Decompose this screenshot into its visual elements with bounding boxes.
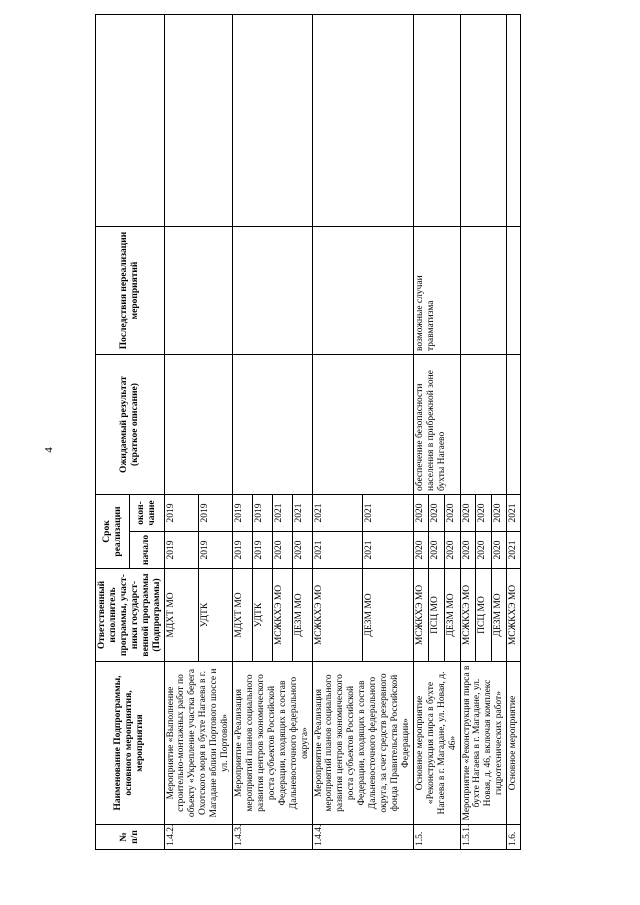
row-executor: ДЕЗМ МО [292,569,312,662]
row-empty [460,15,507,227]
row-start: 2019 [164,532,198,569]
row-end: 2019 [198,495,232,532]
row-end: 2019 [164,495,198,532]
row-end: 2020 [429,495,445,532]
row-empty [507,15,521,227]
row-start: 2019 [198,532,232,569]
row-end: 2019 [252,495,272,532]
row-name: Мероприятие «Реализация мероприятий планов социального развития центров экономического роста субъектов Российской Федерации, входящих в состав Дальневосточного федерального округа, за счет средств резервного фонда Правительства Российской Федерации» [312,662,413,825]
row-end: 2020 [413,495,429,532]
table-row [164,15,198,850]
row-executor: МСЖКХЭ МО [272,569,292,662]
row-start: 2021 [312,532,363,569]
row-number: 1.5.1. [460,825,507,850]
row-name: Мероприятие «Реализация мероприятий планов социального развития центров экономического роста субъектов Российской Федерации, входящих в состав Дальневосточного федерального округа» [233,662,312,825]
row-executor: МСЖКХЭ МО [507,569,521,662]
table-row [507,15,521,850]
header-num: № п/п [96,825,165,850]
header-empty [96,15,165,227]
row-executor: ДЕЗМ МО [444,569,460,662]
row-end: 2021 [292,495,312,532]
row-result [233,355,312,495]
row-start: 2021 [363,532,414,569]
table-row [460,15,476,850]
row-start: 2020 [292,532,312,569]
row-empty [312,15,413,227]
row-result: обеспечение безопасности населения в прибрежной зоне бухты Нагаево [413,355,460,495]
row-executor: МДХТ МО [164,569,198,662]
row-executor: МСЖКХЭ МО [312,569,363,662]
header-executor: Ответственный исполнитель программы, участ-ники государст-венной программы (Подпрограммы) [96,569,165,662]
row-executor: УДТК [198,569,232,662]
row-start: 2020 [429,532,445,569]
row-end: 2020 [491,495,507,532]
row-consequences [460,227,507,355]
table-row [413,15,429,850]
row-result [507,355,521,495]
header-start: начало [130,532,164,569]
row-result [164,355,233,495]
row-result [312,355,413,495]
row-name: Основное мероприятие [507,662,521,825]
row-start: 2019 [233,532,253,569]
row-end: 2019 [233,495,253,532]
row-start: 2020 [491,532,507,569]
row-consequences: возможные случаи травматизма [413,227,460,355]
row-number: 1.4.4. [312,825,413,850]
row-end: 2020 [444,495,460,532]
row-end: 2021 [507,495,521,532]
row-start: 2020 [444,532,460,569]
row-executor: МСЖКХЭ МО [413,569,429,662]
row-name: Мероприятие «Реконструкция пирса в бухте Нагаева в г. Магадане, ул. Новая, д. 46, включая комплекс гидротехнических работ» [460,662,507,825]
row-number: 1.5. [413,825,460,850]
table-row [233,15,253,850]
row-executor: ПСЦ МО [429,569,445,662]
page-number: 4 [42,447,55,453]
row-end: 2020 [460,495,476,532]
table-row [312,15,363,850]
row-end: 2021 [272,495,292,532]
row-number: 1.6. [507,825,521,850]
row-empty [164,15,233,227]
row-executor: МСЖКХЭ МО [460,569,476,662]
row-name: Основное мероприятие «Реконструкция пирса в бухте Нагаева в г. Магадане, ул. Новая, д. 46» [413,662,460,825]
row-executor: ПСЦ МО [476,569,492,662]
row-executor: УДТК [252,569,272,662]
row-start: 2020 [272,532,292,569]
table-body [164,15,521,850]
row-start: 2021 [507,532,521,569]
row-end: 2021 [312,495,363,532]
row-end: 2021 [363,495,414,532]
row-consequences [507,227,521,355]
row-start: 2019 [252,532,272,569]
row-start: 2020 [460,532,476,569]
row-executor: ДЕЗМ МО [491,569,507,662]
row-consequences [312,227,413,355]
row-consequences [233,227,312,355]
row-empty [413,15,460,227]
row-number: 1.4.2. [164,825,233,850]
row-start: 2020 [476,532,492,569]
header-result: Ожидаемый результат (краткое описание) [96,355,165,495]
row-number: 1.4.3. [233,825,312,850]
row-start: 2020 [413,532,429,569]
header-name: Наименование Подпрограммы, основного мероприятия, мероприятия [96,662,165,825]
row-executor: ДЕЗМ МО [363,569,414,662]
rotated-table-wrapper [95,15,620,850]
row-empty [233,15,312,227]
header-term: Срок реализации [96,495,130,569]
row-name: Мероприятие «Выполнение строительно-монтажных работ по объекту «Укрепление участка берега Охотского моря в бухте Нагаева в г. Магадане вблизи Портового шоссе и ул. Портовой» [164,662,233,825]
header-end: окон-чание [130,495,164,532]
measures-table [95,14,521,850]
row-consequences [164,227,233,355]
row-result [460,355,507,495]
row-executor: МДХТ МО [233,569,253,662]
header-row [96,15,130,850]
row-end: 2020 [476,495,492,532]
header-consequences: Последствия нереализации мероприятий [96,227,165,355]
